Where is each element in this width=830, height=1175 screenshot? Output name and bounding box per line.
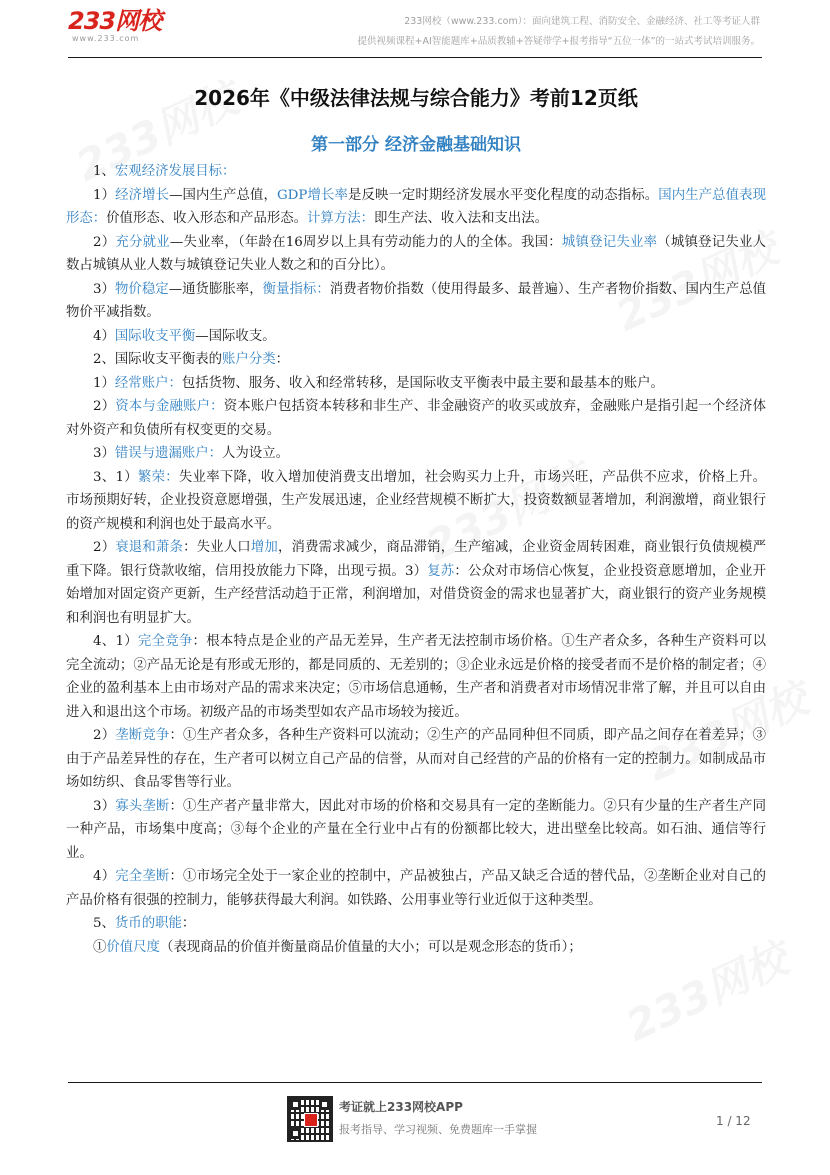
paragraph	[66, 724, 766, 795]
text-segment: （城镇登记失业人数占城镇从业人数与城镇登记失业人数之和的百分比）。	[66, 234, 766, 273]
text-segment: 4）	[93, 328, 115, 344]
paragraph	[66, 536, 766, 630]
section-title: 第一部分 经济金融基础知识	[311, 135, 521, 155]
text-segment: 失业率下降，收入增加使消费支出增加，社会购买力上升，市场兴旺，产品供不应求，价格上升。市场预期好转，企业投资意愿增强，生产发展迅速，企业经营规模不断扩大，投资数额显著增加，利润激增，商业银行的资产规模和利润也处于最高水平。	[66, 469, 767, 532]
text-segment: 2）	[93, 728, 116, 743]
text-segment: 1）	[93, 187, 116, 203]
paragraph	[66, 912, 766, 936]
paragraph	[66, 442, 766, 466]
highlighted-term: 衰退和萧条	[115, 540, 184, 555]
text-segment: ：公众对市场信心恢复，企业投资意愿增加，企业开始增加对固定资产更新，生产经营活动趋于正常，利润增加，对借贷资金的需求也显著扩大，商业银行的资产业务规模和利润也有明显扩大。	[66, 563, 766, 626]
logo-text: 233网校	[68, 7, 162, 35]
highlighted-term: 错误与遗漏账户：	[114, 446, 223, 461]
text-segment: —国内生产总值，	[169, 187, 277, 203]
paragraph	[66, 325, 766, 349]
paragraph	[66, 278, 766, 325]
text-segment: 资本账户包括资本转移和非生产、非金融资产的收买或放弃，金融账户是指引起一个经济体对外资产和负债所有权变更的交易。	[66, 399, 766, 438]
highlighted-term: 增加	[250, 540, 278, 555]
text-segment: 价值形态、收入形态和产品形态。	[106, 211, 308, 226]
text-segment: 1）	[93, 375, 115, 391]
paragraph	[66, 348, 766, 372]
text-segment: 即生产法、收入法和支出法。	[373, 211, 549, 226]
header-divider	[68, 57, 762, 58]
text-segment: ：失业人口	[183, 540, 251, 555]
logo-url: www.233.com	[72, 34, 140, 43]
paragraph	[66, 395, 766, 442]
highlighted-term: 计算方法：	[307, 211, 374, 226]
highlighted-term: GDP增长率	[276, 187, 348, 203]
header-line-2: 提供视频课程+AI智能题库+品质教辅+答疑带学+报考指导“五位一体”的一站式考试培训服务。	[357, 36, 760, 47]
qr-code-icon[interactable]	[287, 1096, 333, 1142]
highlighted-term: 国际收支平衡	[114, 328, 196, 344]
text-segment: ：根本特点是企业的产品无差异，生产者无法控制市场价格。①生产者众多，各种生产资料可以完全流动；②产品无论是有形或无形的，都是同质的、无差别的；③企业永远是价格的接受者而不是价格的制定者；④企业的盈利基本上由市场对产品的需求来决定；⑤市场信息通畅，生产者和消费者对市场情况非常了解，并且可以自由进入和退出这个市场。初级产品的市场类型如农产品市场较为接近。	[66, 634, 766, 720]
text-segment: 3）	[93, 281, 115, 297]
paragraph	[66, 865, 766, 912]
text-segment: （表现商品的价值并衡量商品价值量的大小；可以是观念形态的货币）；	[159, 939, 582, 955]
text-segment: 3）	[93, 798, 116, 814]
text-segment: —国际收支。	[195, 328, 276, 344]
paragraph	[66, 231, 766, 278]
brand-logo[interactable]	[68, 8, 161, 44]
header-description	[290, 12, 760, 52]
footer-app-title: 考证就上233网校APP	[339, 1100, 463, 1114]
text-segment: 2）	[93, 540, 116, 555]
paragraph	[66, 630, 766, 724]
text-segment: ，消费需求减少，商品滞销，生产缩减，企业资金周转困难，商业银行负债规模严重下降。银行贷款收缩，信用投放能力下降，出现亏损。3）	[66, 540, 767, 579]
highlighted-term: 账户分类	[222, 352, 276, 367]
footer-app-subtitle: 报考指导、学习视频、免费题库一手掌握	[339, 1123, 537, 1136]
highlighted-term: 充分就业	[115, 234, 170, 250]
text-segment: ：①生产者产量非常大，因此对市场的价格和交易具有一定的垄断能力。②只有少量的生产者生产同一种产品，市场集中度高；③每个企业的产量在全行业中占有的份额都比较大，进出壁垒比较高。如石油、通信等行业。	[66, 798, 766, 861]
text-segment: 4、1）	[93, 634, 138, 649]
highlighted-term: 经济增长	[115, 187, 170, 203]
paragraph	[66, 184, 766, 231]
text-segment: 5、	[93, 916, 115, 931]
highlighted-term: 宏观经济发展目标：	[114, 164, 236, 179]
text-segment: ：①市场完全处于一家企业的控制中，产品被独占，产品又缺乏合适的替代品，②垄断企业对自己的产品价格有很强的控制力，能够获得最大利润。如铁路、公用事业等行业近似于这种类型。	[66, 869, 766, 908]
highlighted-term: 完全竞争	[137, 634, 193, 649]
text-segment: ：	[181, 916, 196, 931]
footer-divider	[68, 1082, 762, 1083]
paragraph-list	[66, 160, 766, 959]
text-segment: ①	[93, 939, 107, 955]
highlighted-term: 城镇登记失业率	[561, 234, 658, 250]
text-segment: ：	[275, 352, 289, 367]
page-header	[0, 0, 830, 60]
document-body	[66, 84, 766, 959]
highlighted-term: 经常账户：	[114, 375, 182, 391]
highlighted-term: 物价稳定	[114, 281, 169, 297]
text-segment: ：①生产者众多，各种生产资料可以流动；②生产的产品同种但不同质，即产品之间存在着差异；③由于产品差异性的存在，生产者可以树立自己产品的信誉，从而对自己经营的产品的价格有一定的控制力。如制成品市场如纺织、食品零售等行业。	[66, 728, 766, 790]
paragraph	[66, 160, 766, 184]
page-number: 1 / 12	[716, 1114, 751, 1128]
highlighted-term: 货币的职能	[114, 916, 182, 931]
highlighted-term: 寡头垄断	[115, 798, 170, 814]
highlighted-term: 复苏	[427, 563, 455, 579]
paragraph	[66, 795, 766, 866]
text-segment: 人为设立。	[222, 446, 289, 461]
highlighted-term: 完全垄断	[115, 869, 170, 884]
header-line-1: 233网校（www.233.com）：面向建筑工程、消防安全、金融经济、社工等考证人群	[404, 16, 760, 27]
text-segment: 包括货物、服务、收入和经常转移，是国际收支平衡表中最主要和最基本的账户。	[181, 375, 664, 391]
highlighted-term: 繁荣：	[137, 469, 179, 485]
paragraph	[66, 466, 766, 537]
highlighted-term: 国内生产总值表现形态：	[66, 187, 767, 226]
highlighted-term: 资本与金融账户：	[115, 399, 224, 414]
document-title: 2026年《中级法律法规与综合能力》考前12页纸	[194, 86, 638, 110]
highlighted-term: 价值尺度	[106, 939, 160, 955]
text-segment: 是反映一定时期经济发展水平变化程度的动态指标。	[347, 187, 659, 203]
text-segment: 1、	[93, 164, 115, 179]
text-segment: 2、国际收支平衡表的	[93, 352, 223, 367]
text-segment: 3）	[93, 446, 115, 461]
text-segment: 2）	[93, 399, 116, 414]
paragraph	[66, 936, 766, 960]
text-segment: 4）	[93, 869, 116, 884]
highlighted-term: 衡量指标：	[262, 281, 330, 297]
text-segment: 2）	[93, 234, 116, 250]
paragraph	[66, 372, 766, 396]
text-segment: 3、1）	[93, 469, 138, 485]
text-segment: —失业率，（年龄在16周岁以上具有劳动能力的人的全体。我国：	[169, 234, 562, 250]
text-segment: —通货膨胀率，	[168, 281, 263, 297]
highlighted-term: 垄断竞争	[115, 728, 170, 743]
text-segment: 消费者物价指数（使用得最多、最普遍）、生产者物价指数、国内生产总值物价平减指数。	[66, 281, 767, 320]
